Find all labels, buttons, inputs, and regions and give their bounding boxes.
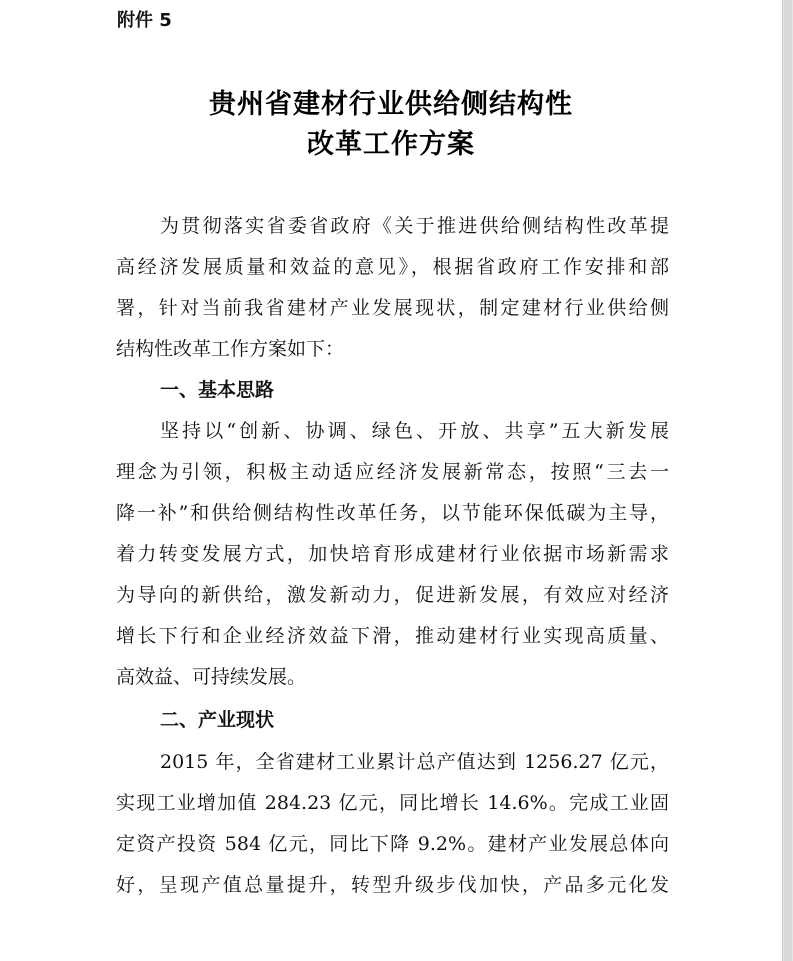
section-heading-basic-approach: 一、基本思路: [160, 379, 275, 401]
section-heading-industry-status: 二、产业现状: [160, 709, 275, 731]
scrollbar-thumb[interactable]: [784, 0, 792, 961]
vertical-scrollbar[interactable]: [782, 0, 793, 961]
section1-line-4: 着力转变发展方式，加快培育形成建材行业依据市场新需求: [116, 543, 669, 565]
attachment-label: 附件 5: [117, 10, 172, 31]
section1-line-5: 为导向的新供给，激发新动力，促进新发展，有效应对经济: [116, 584, 669, 606]
intro-line-1: 为贯彻落实省委省政府《关于推进供给侧结构性改革提: [160, 215, 669, 237]
section1-line-7: 高效益、可持续发展。: [116, 666, 307, 688]
section1-line-6: 增长下行和企业经济效益下滑，推动建材行业实现高质量、: [116, 625, 669, 647]
intro-line-2: 高经济发展质量和效益的意见》，根据省政府工作安排和部: [116, 256, 669, 278]
section2-line-1: 2015 年，全省建材工业累计总产值达到 1256.27 亿元，: [160, 751, 669, 773]
section1-line-3: 降一补”和供给侧结构性改革任务，以节能环保低碳为主导，: [116, 502, 669, 524]
section1-line-1: 坚持以“创新、协调、绿色、开放、共享”五大新发展: [160, 420, 669, 442]
intro-line-4: 结构性改革工作方案如下：: [116, 338, 345, 360]
document-title-line-2: 改革工作方案: [307, 129, 475, 160]
section1-line-2: 理念为引领，积极主动适应经济发展新常态，按照“三去一: [116, 461, 669, 483]
document-title-line-1: 贵州省建材行业供给侧结构性: [209, 89, 573, 120]
intro-line-3: 署，针对当前我省建材产业发展现状，制定建材行业供给侧: [116, 297, 669, 319]
section2-line-2: 实现工业增加值 284.23 亿元，同比增长 14.6%。完成工业固: [116, 792, 669, 814]
section2-line-4: 好，呈现产值总量提升，转型升级步伐加快，产品多元化发: [116, 874, 669, 896]
section2-line-3: 定资产投资 584 亿元，同比下降 9.2%。建材产业发展总体向: [116, 833, 669, 855]
